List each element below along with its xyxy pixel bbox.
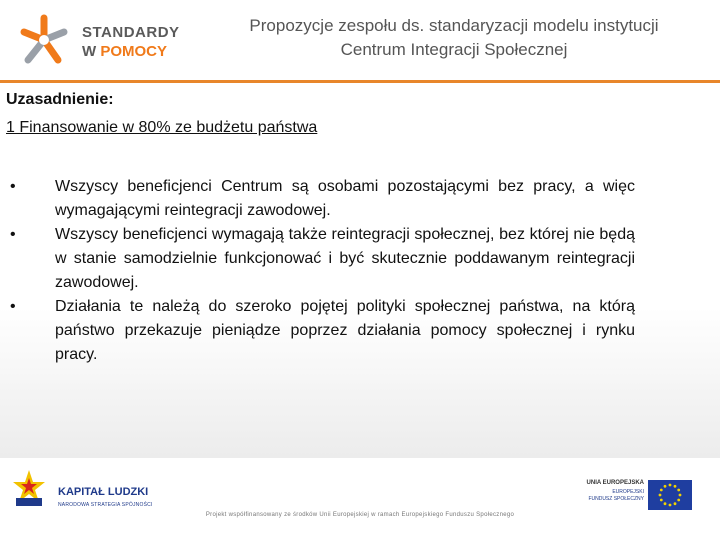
- section-heading: Uzasadnienie:: [6, 91, 114, 108]
- slide-header: [0, 0, 720, 80]
- slide-title-line-2: Centrum Integracji Społecznej: [340, 40, 568, 59]
- eu-subtitle-2: FUNDUSZ SPOŁECZNY: [588, 496, 644, 502]
- section-subheading: 1 Finansowanie w 80% ze budżetu państwa: [6, 119, 318, 136]
- bullet-item: [0, 175, 720, 223]
- kapital-ludzki-subtitle: NARODOWA STRATEGIA SPÓJNOŚCI: [58, 502, 153, 508]
- slide-title-line-1: Propozycje zespołu ds. standaryzacji modelu instytucji: [249, 16, 659, 35]
- logo-line-2-prefix: W: [82, 43, 97, 60]
- bullet-text: Wszyscy beneficjenci wymagają także reintegracji społecznej, bez której nie będą w stanie samodzielnie funkcjonować i być skutecznie poddawanym reintegracji zawodowej.: [55, 226, 635, 291]
- eu-subtitle-1: EUROPEJSKI: [612, 489, 644, 495]
- bullet-text: Wszyscy beneficjenci Centrum są osobami pozostającymi bez pracy, a więc wymagającymi reintegracji zawodowej.: [55, 178, 635, 219]
- slide-title: [188, 14, 720, 62]
- slide-content: [0, 83, 720, 458]
- bullet-marker: •: [10, 226, 16, 243]
- kapital-ludzki-star-icon: [12, 468, 46, 508]
- logo-line-1: STANDARDY: [82, 24, 180, 41]
- bullet-list: [0, 175, 720, 367]
- eu-flag-icon: [648, 480, 692, 510]
- logo-line-2-accent: POMOCY: [100, 43, 168, 60]
- bullet-text: Działania te należą do szeroko pojętej polityki społecznej państwa, na którą państwo przekazuje pieniądze poprzez działania pomocy społecznej i rynku pracy.: [55, 298, 635, 363]
- bullet-marker: •: [10, 298, 16, 315]
- bullet-item: [0, 295, 720, 367]
- kapital-ludzki-title: KAPITAŁ LUDZKI: [58, 486, 149, 498]
- slide-footer: [0, 458, 720, 540]
- bullet-item: [0, 223, 720, 295]
- standardy-w-pomocy-logo: [14, 10, 184, 70]
- eu-title: UNIA EUROPEJSKA: [586, 480, 644, 486]
- logo-line-2: [82, 43, 167, 60]
- star-figure-icon: [14, 10, 76, 70]
- bullet-marker: •: [10, 178, 16, 195]
- cofinancing-note: Projekt współfinansowany ze środków Unii Europejskiej w ramach Europejskiego Funduszu Społecznego: [205, 512, 515, 518]
